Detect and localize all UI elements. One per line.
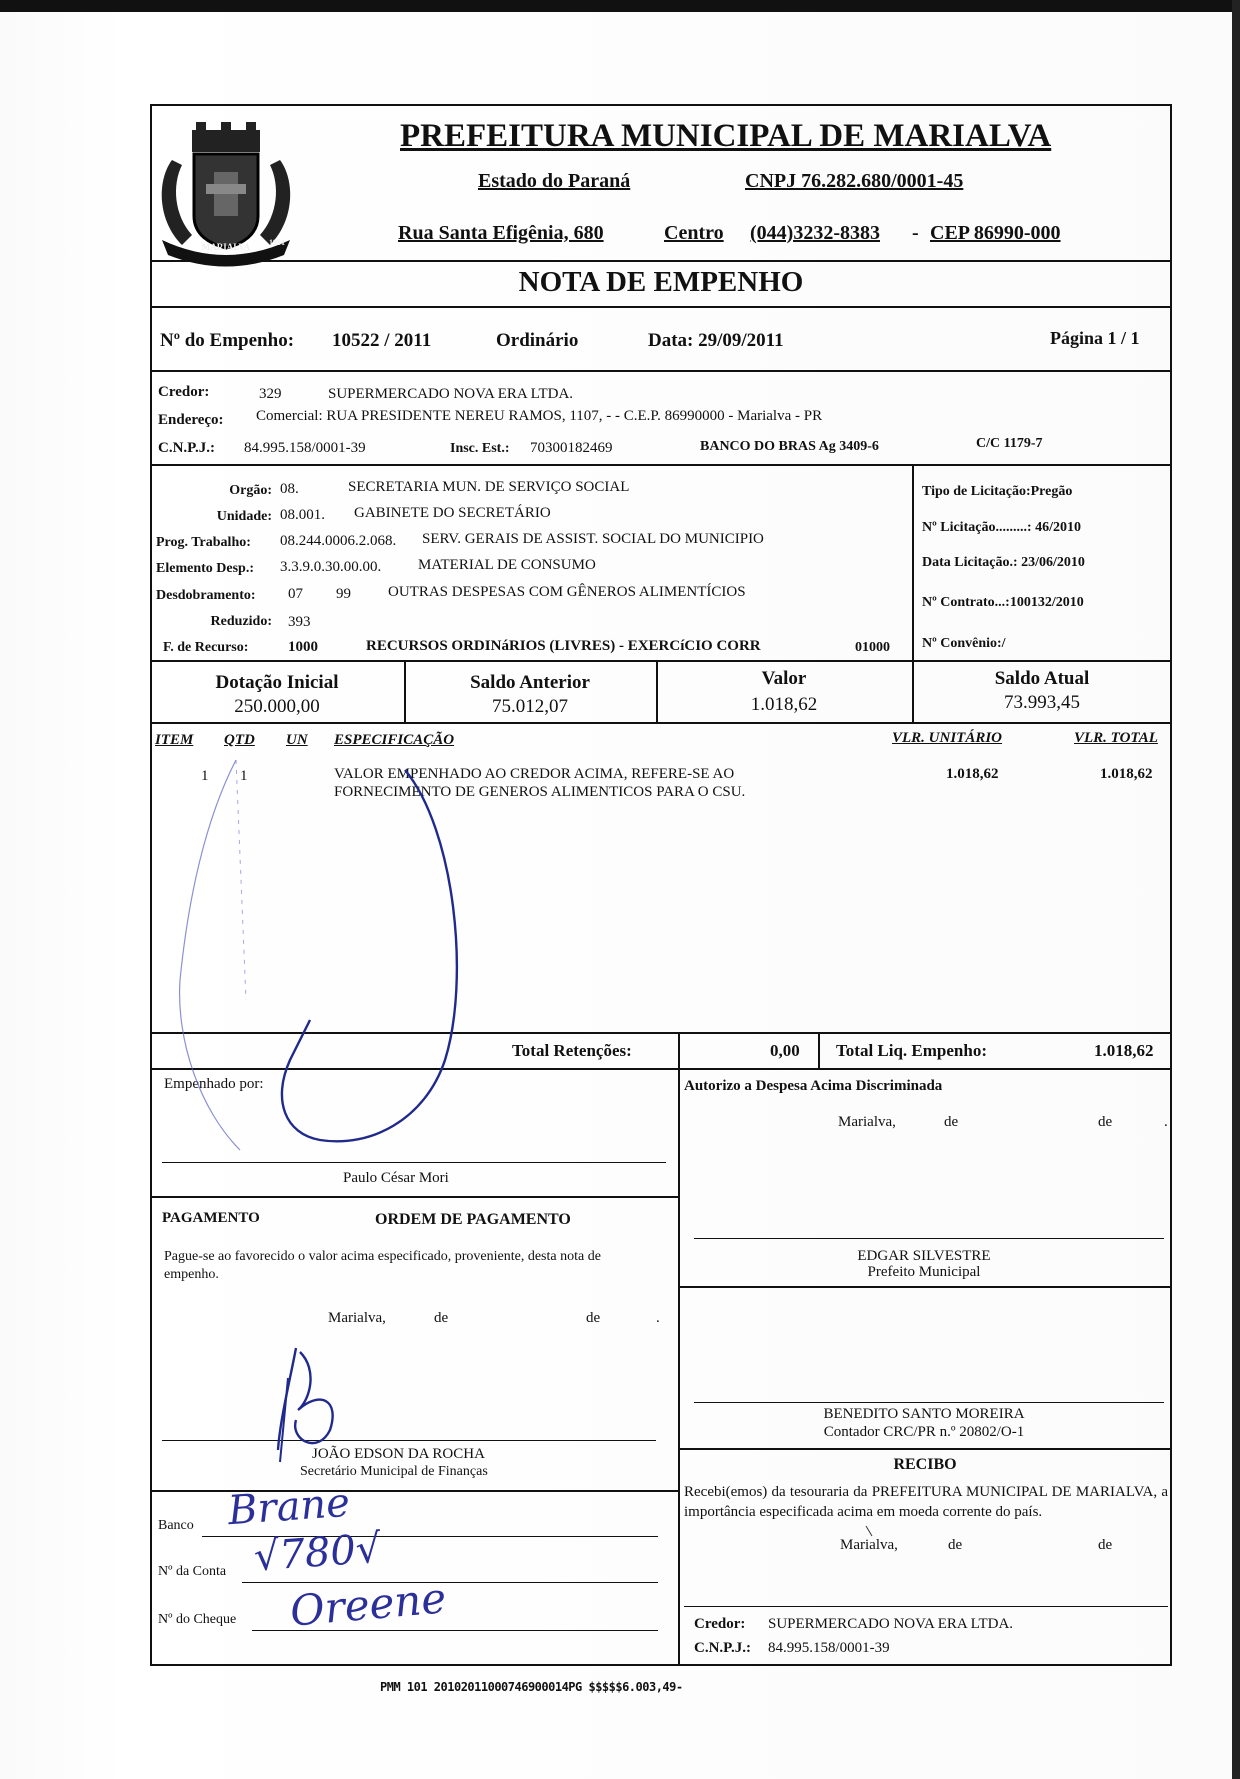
divider xyxy=(678,1068,680,1666)
divider xyxy=(678,1286,1172,1288)
recurso-code: 1000 xyxy=(288,639,318,655)
crest-ribbon-year: 1951 xyxy=(269,238,285,247)
elemento-desc: MATERIAL DE CONSUMO xyxy=(418,557,596,573)
unidade-label: Unidade: xyxy=(216,509,272,524)
divider xyxy=(150,464,1172,466)
signature-line xyxy=(694,1402,1164,1403)
state-label: Estado do Paraná xyxy=(478,170,631,192)
page-title: PREFEITURA MUNICIPAL DE MARIALVA xyxy=(400,118,1052,154)
orgao-code: 08. xyxy=(280,481,299,497)
empenhado-por-label: Empenhado por: xyxy=(164,1076,264,1092)
unidade-code: 08.001. xyxy=(280,507,325,523)
creditor-cnpj: 84.995.158/0001-39 xyxy=(244,440,366,456)
convenio-numero: Nº Convênio:/ xyxy=(922,636,1006,651)
total-retencoes-value: 0,00 xyxy=(770,1041,800,1060)
saldo-anterior-label: Saldo Anterior xyxy=(470,672,590,693)
prefeitura-cnpj: CNPJ 76.282.680/0001-45 xyxy=(745,170,964,192)
saldo-atual-value: 73.993,45 xyxy=(1004,692,1080,713)
desdobramento-code-2: 99 xyxy=(336,586,351,602)
financas-signer-role: Secretário Municipal de Finanças xyxy=(300,1464,488,1479)
col-header-especificacao: ESPECIFICAÇÃO xyxy=(334,732,455,748)
desdobramento-label: Desdobramento: xyxy=(156,588,256,603)
prefeito-name: EDGAR SILVESTRE xyxy=(857,1248,991,1264)
reduzido-value: 393 xyxy=(288,614,311,630)
saldo-atual-label: Saldo Atual xyxy=(994,668,1090,689)
empenho-type: Ordinário xyxy=(496,330,579,351)
prefeito-role: Prefeito Municipal xyxy=(867,1264,981,1280)
total-retencoes-label: Total Retenções: xyxy=(512,1041,632,1060)
address-phone: (044)3232-8383 xyxy=(750,222,880,244)
recibo-de-2: de xyxy=(1098,1537,1113,1553)
orgao-label: Orgão: xyxy=(229,483,272,498)
licitacao-data: Data Licitação.: 23/06/2010 xyxy=(922,555,1085,570)
total-liq-value: 1.018,62 xyxy=(1094,1041,1154,1060)
crest-ribbon-text: MARIALVA xyxy=(201,242,251,252)
recibo-credor-label: Credor: xyxy=(694,1616,746,1632)
divider xyxy=(912,464,914,660)
divider xyxy=(150,660,1172,662)
licitacao-tipo: Tipo de Licitação:Pregão xyxy=(922,484,1073,499)
empenho-number-label: Nº do Empenho: xyxy=(160,330,295,351)
orgao-desc: SECRETARIA MUN. DE SERVIÇO SOCIAL xyxy=(348,479,630,495)
autorizo-de-2: de xyxy=(1098,1114,1113,1130)
col-header-un: UN xyxy=(286,732,308,748)
contador-role: Contador CRC/PR n.º 20802/O-1 xyxy=(823,1424,1025,1440)
credor-name: SUPERMERCADO NOVA ERA LTDA. xyxy=(328,386,574,402)
recibo-cnpj: 84.995.158/0001-39 xyxy=(768,1640,890,1656)
insc-est: 70300182469 xyxy=(530,440,613,456)
col-header-vlr-unitario: VLR. UNITÁRIO xyxy=(892,730,1003,746)
cheque-label: Nº do Cheque xyxy=(158,1612,237,1627)
elemento-code: 3.3.9.0.30.00.00. xyxy=(280,559,382,575)
empenho-number: 10522 / 2011 xyxy=(332,330,432,351)
recibo-cnpj-label: C.N.P.J.: xyxy=(694,1640,751,1656)
bank-agency: BANCO DO BRAS Ag 3409-6 xyxy=(700,439,879,454)
insc-est-label: Insc. Est.: xyxy=(450,441,510,456)
scan-right-edge xyxy=(1232,0,1240,1779)
contrato-numero: Nº Contrato...:100132/2010 xyxy=(922,595,1084,610)
conta-handwritten: √780√ xyxy=(252,1525,383,1581)
autorizo-title: Autorizo a Despesa Acima Discriminada xyxy=(684,1078,943,1094)
recibo-credor: SUPERMERCADO NOVA ERA LTDA. xyxy=(768,1616,1014,1632)
pagamento-de-2: de xyxy=(586,1310,601,1326)
recibo-de-1: de xyxy=(948,1537,963,1553)
cheque-handwritten: Oreene xyxy=(288,1573,448,1636)
divider xyxy=(150,1032,1172,1034)
endereco-label: Endereço: xyxy=(158,412,224,428)
pagamento-de-1: de xyxy=(434,1310,449,1326)
prog-trabalho-label: Prog. Trabalho: xyxy=(156,535,251,550)
page-number: Página 1 / 1 xyxy=(1050,328,1140,348)
empenhado-por-name: Paulo César Mori xyxy=(343,1170,449,1186)
empenho-date: Data: 29/09/2011 xyxy=(648,330,784,351)
divider xyxy=(678,1448,1172,1450)
dotacao-value: 250.000,00 xyxy=(234,696,320,717)
col-header-vlr-total: VLR. TOTAL xyxy=(1074,730,1158,746)
total-liq-label: Total Liq. Empenho: xyxy=(836,1041,987,1060)
signature-line xyxy=(162,1162,666,1163)
pagamento-city: Marialva, xyxy=(328,1310,386,1326)
address-cep-separator: - xyxy=(912,222,919,244)
prog-trabalho-code: 08.244.0006.2.068. xyxy=(280,533,397,549)
address-district: Centro xyxy=(664,222,724,244)
contador-name: BENEDITO SANTO MOREIRA xyxy=(823,1406,1025,1422)
divider xyxy=(150,260,1172,262)
divider xyxy=(818,1032,820,1068)
address-cep: CEP 86990-000 xyxy=(930,222,1061,244)
footer-control-code: PMM 101 20102011000746900014PG $$$$$6.003,49- xyxy=(380,1680,683,1694)
recibo-text: Recebi(emos) da tesouraria da PREFEITURA MUNICIPAL DE MARIALVA, a importância especificada acima em moeda corrente do país. xyxy=(684,1484,1168,1520)
conta-line xyxy=(242,1582,658,1583)
signature-line xyxy=(162,1440,656,1441)
divider xyxy=(150,1068,1172,1070)
recibo-city: Marialva, xyxy=(840,1537,898,1553)
creditor-cnpj-label: C.N.P.J.: xyxy=(158,440,215,456)
banco-handwritten: Brane xyxy=(226,1479,352,1535)
divider xyxy=(150,370,1172,372)
scan-top-edge xyxy=(0,0,1240,12)
valor-label: Valor xyxy=(761,668,807,689)
desdobramento-desc: OUTRAS DESPESAS COM GÊNEROS ALIMENTÍCIOS xyxy=(388,584,746,600)
ordem-pagamento-title: ORDEM DE PAGAMENTO xyxy=(375,1211,571,1228)
prog-trabalho-desc: SERV. GERAIS DE ASSIST. SOCIAL DO MUNICIPIO xyxy=(422,531,764,547)
saldo-anterior-value: 75.012,07 xyxy=(492,696,568,717)
pagamento-dot: . xyxy=(656,1310,660,1326)
recurso-number: 01000 xyxy=(855,640,890,655)
dotacao-label: Dotação Inicial xyxy=(215,672,339,693)
autorizo-dot: . xyxy=(1164,1114,1168,1130)
signature-line xyxy=(694,1238,1164,1239)
banco-label: Banco xyxy=(158,1518,194,1533)
recibo-title: RECIBO xyxy=(893,1456,957,1473)
item-desc-line2: FORNECIMENTO DE GENEROS ALIMENTICOS PARA O CSU. xyxy=(334,784,746,800)
item-vlr-total: 1.018,62 xyxy=(1100,766,1153,782)
address-street: Rua Santa Efigênia, 680 xyxy=(398,222,604,244)
pagamento-text: Pague-se ao favorecido o valor acima especificado, proveniente, desta nota de empenho. xyxy=(164,1249,601,1282)
recurso-label: F. de Recurso: xyxy=(163,640,249,655)
col-header-item: ITEM xyxy=(155,732,194,748)
divider xyxy=(150,306,1172,308)
divider xyxy=(678,1032,680,1068)
valor-value: 1.018,62 xyxy=(750,694,818,715)
desdobramento-code-1: 07 xyxy=(288,586,303,602)
municipal-crest-logo xyxy=(152,120,300,270)
elemento-label: Elemento Desp.: xyxy=(156,561,254,576)
financas-signer-name: JOÃO EDSON DA ROCHA xyxy=(312,1446,485,1462)
credor-code: 329 xyxy=(259,386,282,402)
divider xyxy=(684,1606,1168,1607)
pagamento-title: PAGAMENTO xyxy=(162,1210,260,1226)
endereco-value: Comercial: RUA PRESIDENTE NEREU RAMOS, 1107, - - C.E.P. 86990000 - Marialva - PR xyxy=(256,408,823,424)
document-title: NOTA DE EMPENHO xyxy=(518,266,804,298)
item-qtd: 1 xyxy=(240,768,248,784)
autorizo-de-1: de xyxy=(944,1114,959,1130)
item-desc-line1: VALOR EMPENHADO AO CREDOR ACIMA, REFERE-SE AO xyxy=(334,766,735,782)
col-header-qtd: QTD xyxy=(224,732,255,748)
licitacao-numero: Nº Licitação.........: 46/2010 xyxy=(922,520,1081,535)
item-vlr-unitario: 1.018,62 xyxy=(946,766,999,782)
reduzido-label: Reduzido: xyxy=(210,614,272,629)
divider xyxy=(150,1196,678,1198)
divider xyxy=(150,722,1172,724)
unidade-desc: GABINETE DO SECRETÁRIO xyxy=(354,505,551,521)
recurso-desc: RECURSOS ORDINáRIOS (LIVRES) - EXERCíCIO CORR xyxy=(366,638,761,654)
bank-account: C/C 1179-7 xyxy=(976,436,1043,451)
item-number: 1 xyxy=(201,768,209,784)
credor-label: Credor: xyxy=(158,384,210,400)
conta-label: Nº da Conta xyxy=(158,1564,227,1579)
autorizo-city: Marialva, xyxy=(838,1114,896,1130)
